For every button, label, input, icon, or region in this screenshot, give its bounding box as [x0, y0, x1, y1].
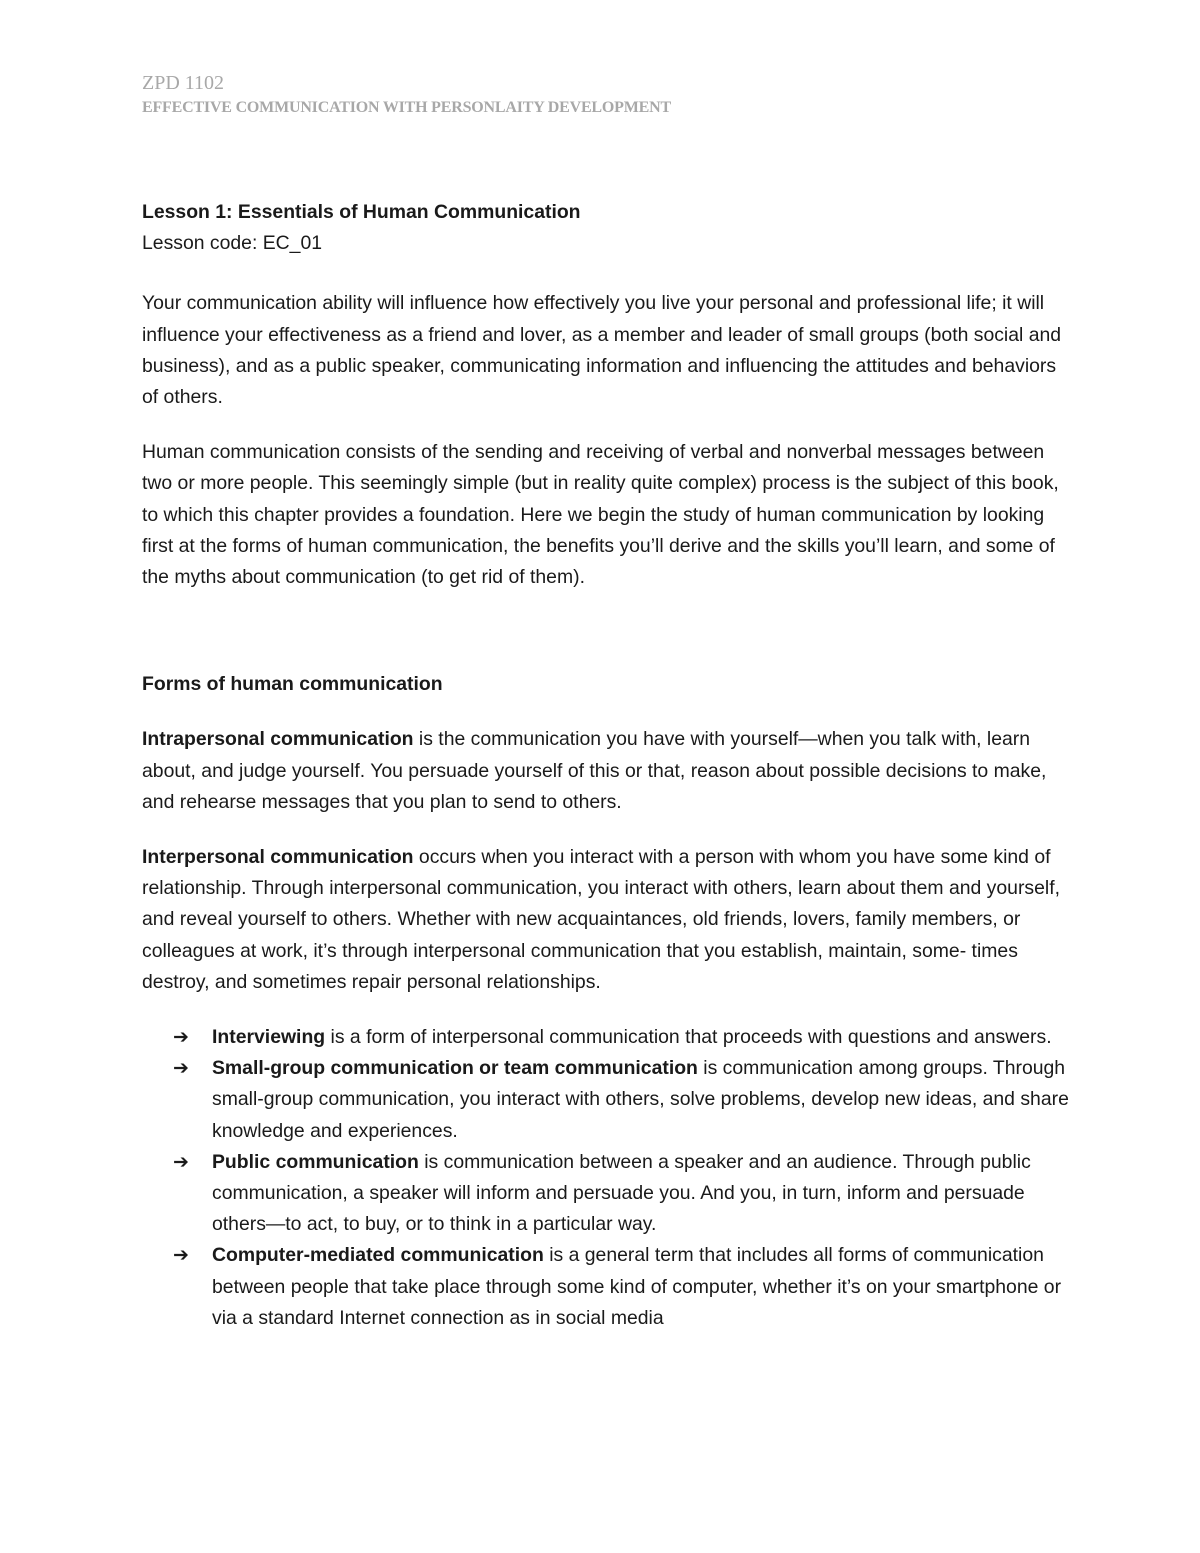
list-item	[142, 1022, 1072, 1053]
lesson-title: Lesson 1: Essentials of Human Communication	[142, 201, 581, 223]
page-header	[142, 70, 671, 119]
section-title: Forms of human communication	[142, 673, 443, 696]
arrow-right-icon: ➔	[173, 1057, 189, 1080]
list-item	[142, 1240, 1072, 1334]
arrow-right-icon: ➔	[173, 1026, 189, 1049]
arrow-right-icon: ➔	[173, 1150, 189, 1173]
intrapersonal-paragraph	[142, 724, 1072, 818]
list-item-term: Public communication	[212, 1150, 419, 1173]
list-item-text: is communication among groups. Through small-group communication, you interact with others, solve problems, develop new ideas, and share knowledge and experiences.	[212, 1057, 1069, 1142]
list-item	[142, 1147, 1072, 1241]
interpersonal-paragraph	[142, 842, 1072, 998]
course-code: ZPD 1102	[142, 72, 225, 94]
list-item-text: is a form of interpersonal communication that proceeds with questions and answers.	[325, 1026, 1052, 1049]
document-body	[142, 197, 1072, 1334]
list-item-text: is communication between a speaker and an audience. Through public communication, a speaker will inform and persuade you. And you, in turn, inform and persuade others—to act, to buy, or to think in a particular way.	[212, 1150, 1031, 1236]
lesson-code: Lesson code: EC_01	[142, 232, 323, 255]
list-item-term: Interviewing	[212, 1026, 326, 1049]
interpersonal-text: occurs when you interact with a person with whom you have some kind of relationship. Through interpersonal communication, you interact with others, learn about them and yourself, and reveal yourself to others. Whether with new acquaintances, old friends, lovers, family members, or colleagues at work, it’s through interpersonal communication that you establish, maintain, some- times destroy, and sometimes repair personal relationships.	[142, 846, 1060, 993]
definition-paragraph: Human communication consists of the sending and receiving of verbal and nonverbal messages between two or more people. This seemingly simple (but in reality quite complex) process is the subject of this book, to which this chapter provides a foundation. Here we begin the study of human communication by looking first at the forms of human communication, the benefits you’ll derive and the skills you’ll learn, and some of the myths about communication (to get rid of them).	[142, 441, 1059, 589]
forms-list	[142, 1022, 1072, 1334]
course-title: EFFECTIVE COMMUNICATION WITH PERSONLAITY DEVELOPMENT	[142, 99, 671, 116]
list-item	[142, 1053, 1072, 1147]
list-item-text: is a general term that includes all forms of communication between people that take place through some kind of computer, whether it’s on your smartphone or via a standard Internet connection as in social media	[212, 1244, 1062, 1329]
intro-paragraph: Your communication ability will influence how effectively you live your personal and professional life; it will influence your effectiveness as a friend and lover, as a member and leader of small groups (both social and business), and as a public speaker, communicating information and influencing the attitudes and behaviors of others.	[142, 292, 1062, 409]
list-item-term: Small-group communication or team communication	[212, 1057, 698, 1080]
intrapersonal-term: Intrapersonal communication	[142, 728, 414, 751]
arrow-right-icon: ➔	[173, 1244, 189, 1267]
intrapersonal-text: is the communication you have with yourself—when you talk with, learn about, and judge yourself. You persuade yourself of this or that, reason about possible decisions to make, and rehearse messages that you plan to send to others.	[142, 728, 1047, 813]
interpersonal-term: Interpersonal communication	[142, 846, 414, 869]
list-item-term: Computer-mediated communication	[212, 1244, 544, 1267]
